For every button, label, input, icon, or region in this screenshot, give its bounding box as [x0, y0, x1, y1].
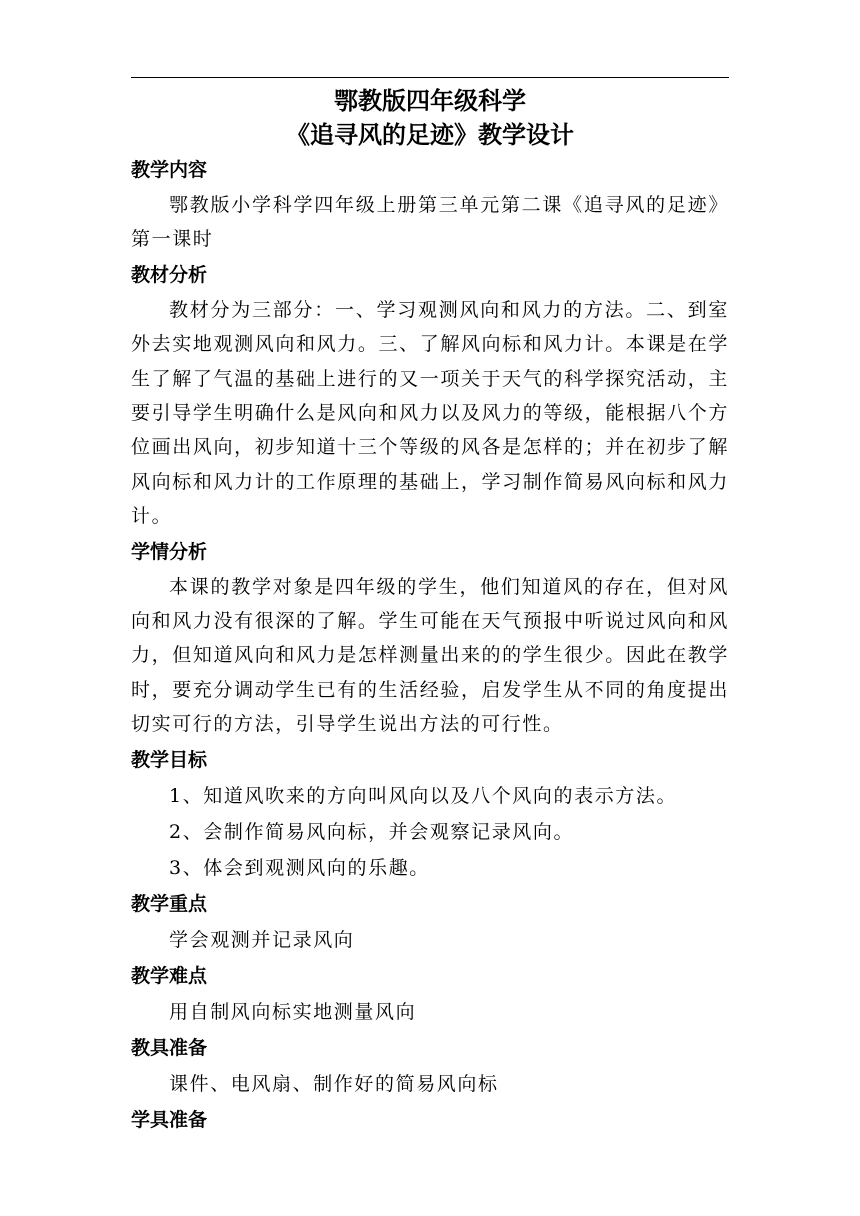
section-text-difficulty: 用自制风向标实地测量风向 [169, 1000, 417, 1023]
section-heading-teacher-tools: 教具准备 [131, 1036, 208, 1059]
header-rule [131, 77, 729, 78]
section-heading-material: 教材分析 [131, 263, 208, 286]
section-heading-content: 教学内容 [131, 159, 208, 181]
document-body [131, 152, 729, 1138]
section-text-content: 鄂教版小学科学四年级上册第三单元第二课《追寻风的足迹》第一课时 [131, 194, 729, 251]
goal-item: 3、体会到观测风向的乐趣。 [169, 856, 430, 879]
section-heading-student-tools: 学具准备 [131, 1108, 208, 1131]
section-text-teacher-tools: 课件、电风扇、制作好的简易风向标 [169, 1072, 499, 1095]
section-text-students: 本课的教学对象是四年级的学生，他们知道风的存在，但对风向和风力没有很深的了解。学生可能在天气预报中听说过风向和风力，但知道风向和风力是怎样测量出来的的学生很少。因此在教学时，要充分调动学生已有的生活经验，启发学生从不同的角度提出切实可行的方法，引导学生说出方法的可行性。 [131, 575, 729, 736]
section-heading-key-point: 教学重点 [131, 892, 208, 915]
section-text-material: 教材分为三部分：一、学习观测风向和风力的方法。二、到室外去实地观测风向和风力。三、了解风向标和风力计。本课是在学生了解了气温的基础上进行的又一项关于天气的科学探究活动，主要引导学生明确什么是风向和风力以及风力的等级，能根据八个方位画出风向，初步知道十三个等级的风各是怎样的；并在初步了解风向标和风力计的工作原理的基础上，学习制作简易风向标和风力计。 [131, 298, 729, 528]
goal-item: 1、知道风吹来的方向叫风向以及八个风向的表示方法。 [169, 784, 678, 807]
section-heading-goals: 教学目标 [131, 748, 208, 771]
document-title-line2: 《追寻风的足迹》教学设计 [286, 121, 574, 149]
section-text-key-point: 学会观测并记录风向 [169, 928, 355, 951]
section-heading-students: 学情分析 [131, 540, 208, 563]
section-heading-difficulty: 教学难点 [131, 964, 208, 987]
document-title-line1: 鄂教版四年级科学 [334, 87, 526, 115]
goal-item: 2、会制作简易风向标，并会观察记录风向。 [169, 820, 575, 843]
